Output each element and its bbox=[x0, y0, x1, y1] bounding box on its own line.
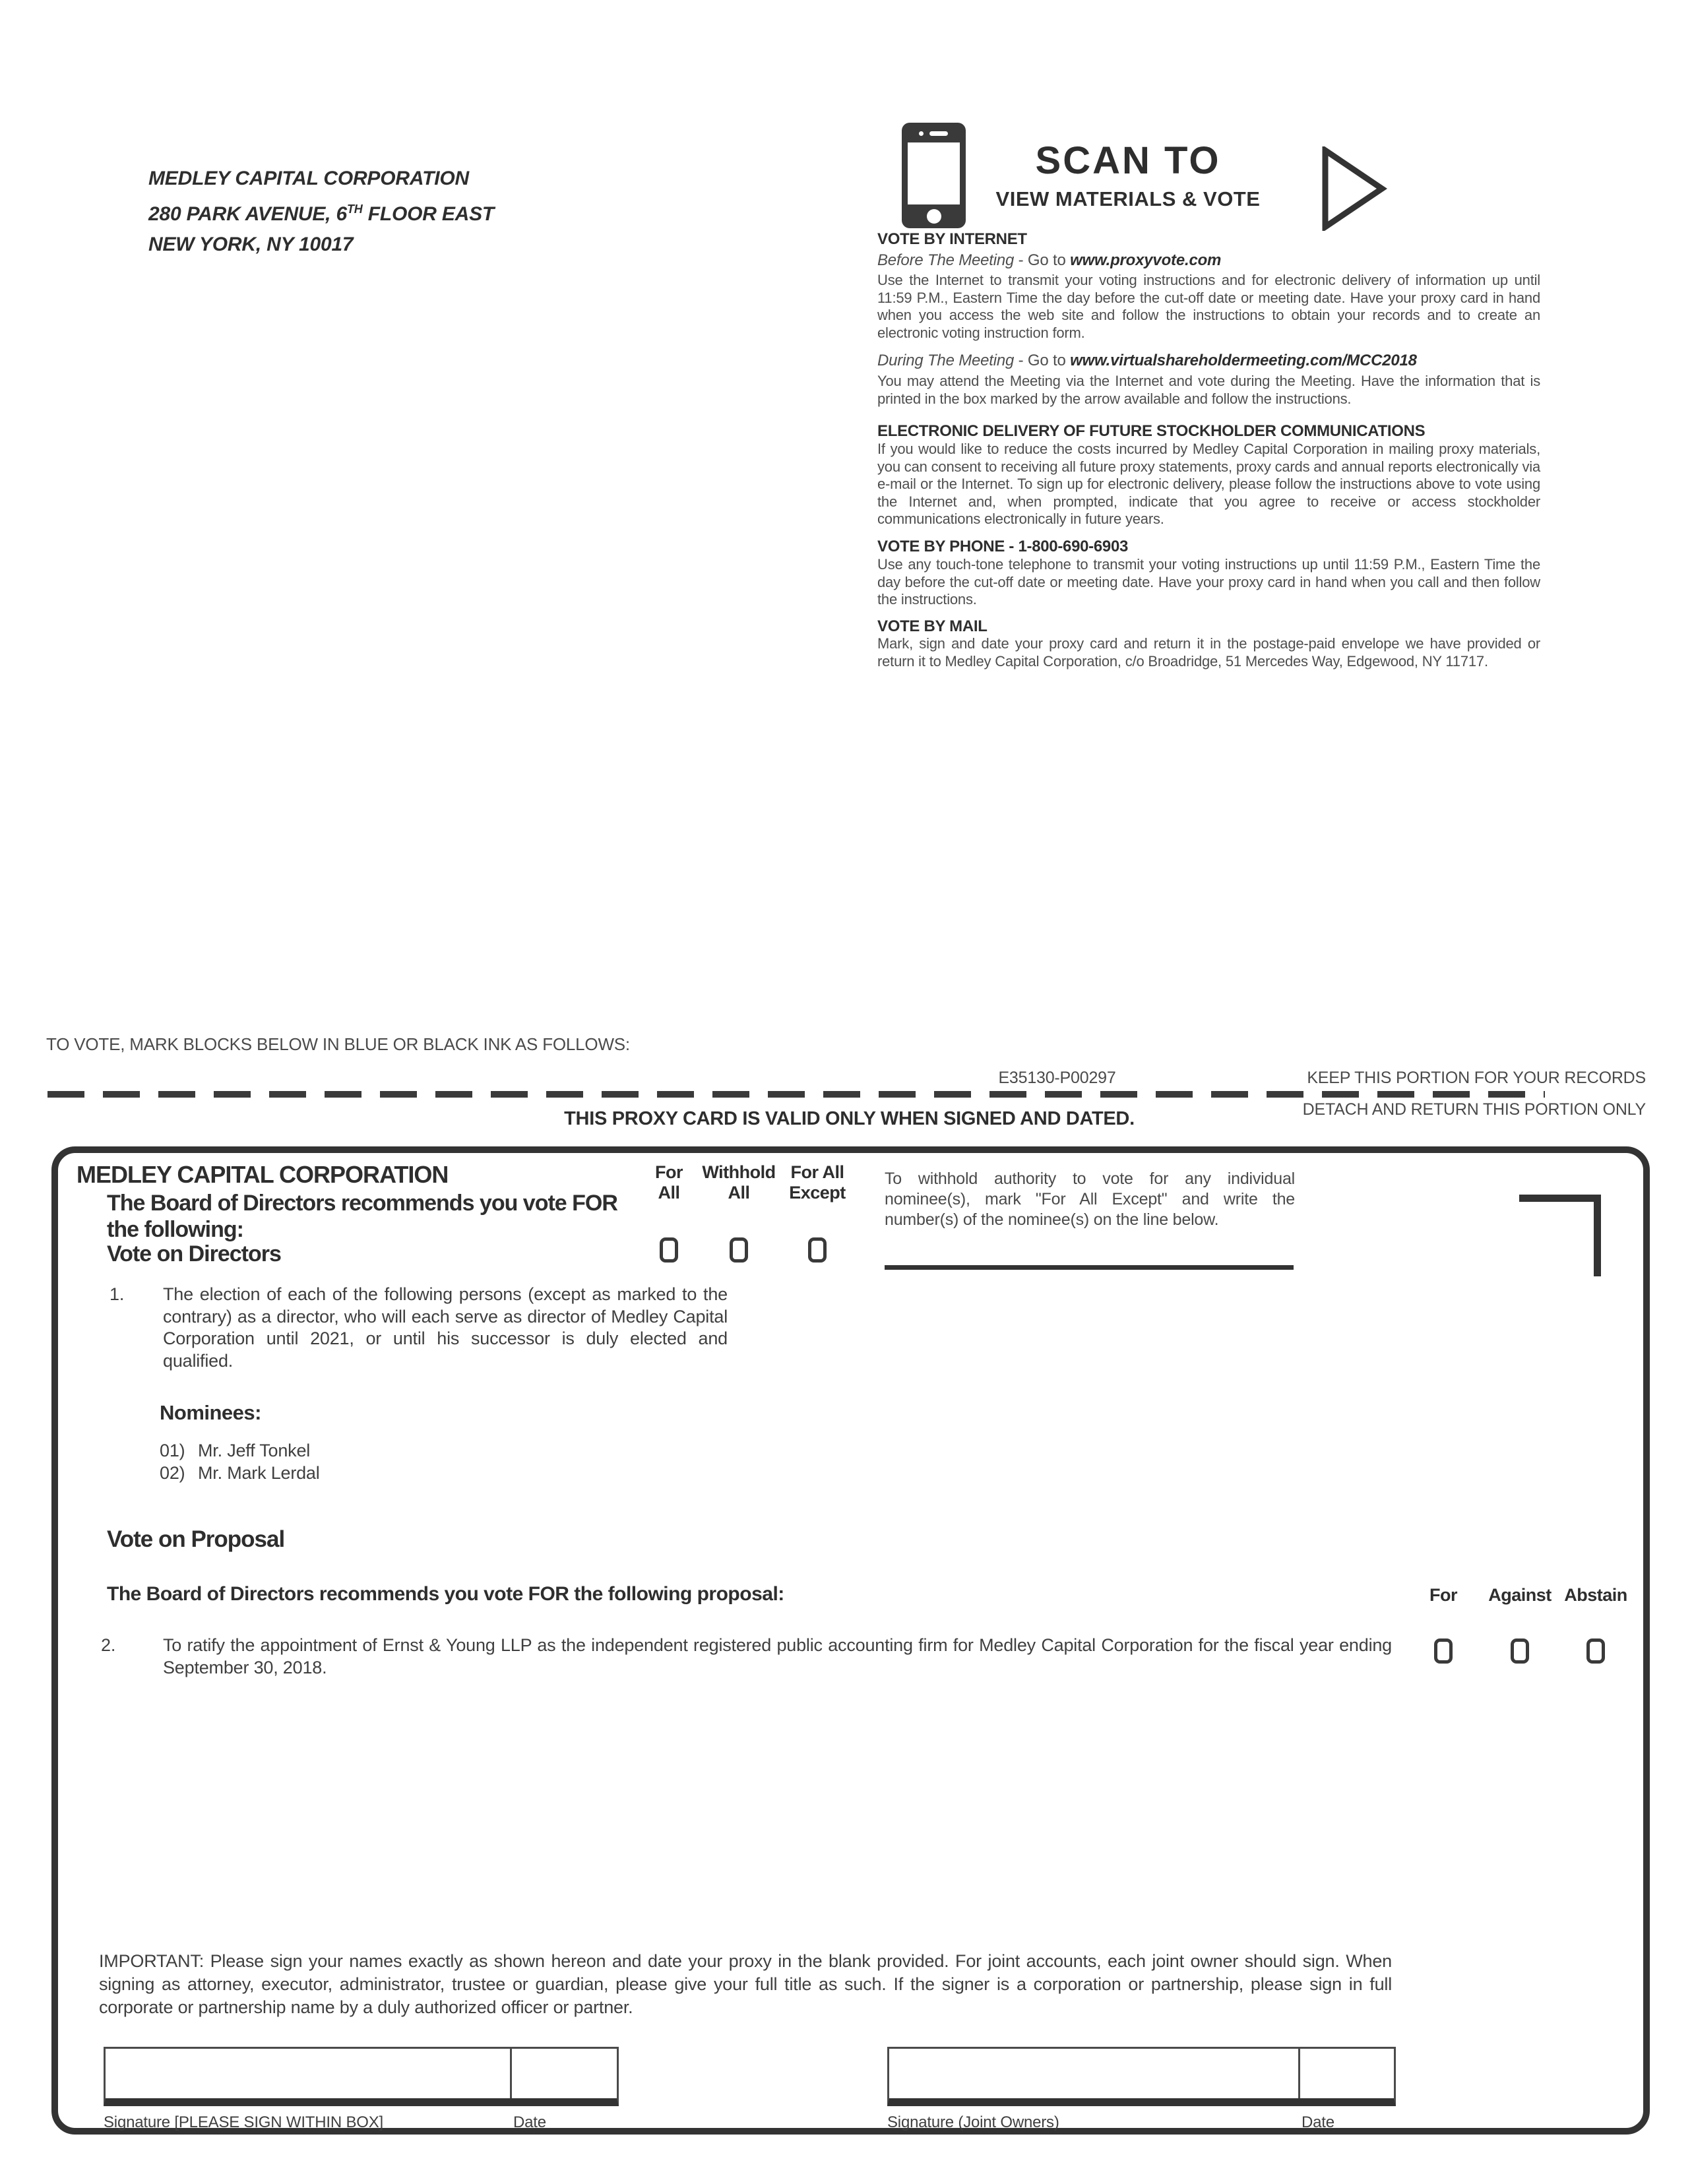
card-company-title: MEDLEY CAPITAL CORPORATION bbox=[77, 1161, 449, 1188]
signature-2-date-label: Date bbox=[1302, 2113, 1334, 2131]
proposal-recommendation: The Board of Directors recommends you vote FOR the following proposal: bbox=[107, 1583, 784, 1605]
column-header-for-all: For All bbox=[655, 1162, 683, 1202]
control-number: E35130-P00297 bbox=[998, 1069, 1116, 1087]
perforation-dashed-line bbox=[47, 1091, 1545, 1098]
arrow-triangle-icon bbox=[1321, 146, 1387, 231]
signature-1-date-divider bbox=[510, 2049, 512, 2098]
internet-paragraph: Use the Internet to transmit your voting instructions and for electronic delivery of information up until 11:59 P.M., Eastern Time the day before the cut-off date or meeting date. Have your proxy card in hand when you access the web site and follow the instructions to obtain your records and to create an electronic voting instruction form. bbox=[877, 272, 1540, 341]
column-header-against: Against bbox=[1488, 1585, 1552, 1605]
directors-recommendation: The Board of Directors recommends you vote FOR the following: bbox=[107, 1191, 617, 1242]
control-box-corner-bracket-side bbox=[1594, 1195, 1601, 1276]
vote-on-proposal-heading: Vote on Proposal bbox=[107, 1526, 285, 1552]
vote-by-phone-heading: VOTE BY PHONE - 1-800-690-6903 bbox=[877, 538, 1129, 555]
sender-line3: NEW YORK, NY 10017 bbox=[148, 234, 354, 255]
vote-by-mail-heading: VOTE BY MAIL bbox=[877, 617, 988, 635]
item1-number: 1. bbox=[110, 1284, 125, 1304]
edelivery-paragraph: If you would like to reduce the costs incurred by Medley Capital Corporation in mailing proxy materials, you can consent to receiving all future proxy statements, proxy cards and annual reports electronically via e-mail or the Internet. To sign up for electronic delivery, please follow the instructions above to vote using the Internet and, when prompted, indicate that you agree to receive or access stockholder communications electronically in future years. bbox=[877, 441, 1540, 527]
checkbox-for-all-except[interactable] bbox=[808, 1237, 827, 1263]
item2-number: 2. bbox=[101, 1635, 116, 1655]
scan-to-subtitle: VIEW MATERIALS & VOTE bbox=[995, 187, 1261, 210]
important-signing-note: IMPORTANT: Please sign your names exactly as shown hereon and date your proxy in the blank provided. For joint accounts, each joint owner should sign. When signing as attorney, executor, administrator, trustee or guardian, please give your full title as such. If the signer is a corporation or partnership, please sign in full corporate or partnership name by a duly authorized officer or partner. bbox=[99, 1951, 1392, 2017]
item2-text: To ratify the appointment of Ernst & Young LLP as the independent registered public accounting firm for Medley Capital Corporation for the fiscal year ending September 30, 2018. bbox=[163, 1635, 1392, 1677]
column-header-abstain: Abstain bbox=[1564, 1585, 1627, 1605]
nominee-2-name: Mr. Mark Lerdal bbox=[198, 1463, 320, 1483]
valid-when-signed-label: THIS PROXY CARD IS VALID ONLY WHEN SIGNED AND DATED. bbox=[564, 1108, 1135, 1129]
column-header-withhold-all: Withhold All bbox=[702, 1162, 776, 1202]
signature-1-date-label: Date bbox=[513, 2113, 546, 2131]
signature-box-2[interactable] bbox=[887, 2047, 1396, 2106]
virtual-meeting-url: www.virtualshareholdermeeting.com/MCC2018 bbox=[1070, 352, 1417, 369]
item1-text: The election of each of the following persons (except as marked to the contrary) as a director, who will each serve as director of Medley Capital Corporation until 2021, or until his successor is duly elected and qualified. bbox=[163, 1284, 728, 1371]
nominees-heading: Nominees: bbox=[160, 1401, 261, 1424]
checkbox-for-all[interactable] bbox=[660, 1237, 678, 1263]
smartphone-icon bbox=[902, 123, 966, 228]
nominee-1-name: Mr. Jeff Tonkel bbox=[198, 1441, 311, 1460]
nominee-row-1: 01) Mr. Jeff Tonkel bbox=[160, 1441, 311, 1460]
meeting-attend-paragraph: You may attend the Meeting via the Internet and vote during the Meeting. Have the information that is printed in the box marked by the arrow available and follow the instructions. bbox=[877, 373, 1540, 407]
vote-on-directors-heading: Vote on Directors bbox=[107, 1241, 281, 1266]
control-box-corner-bracket-top bbox=[1519, 1195, 1601, 1202]
checkbox-proposal-against[interactable] bbox=[1511, 1638, 1529, 1664]
withhold-instruction-note: To withhold authority to vote for any individual nominee(s), mark "For All Except" and write the number(s) of the nominee(s) on the line below. bbox=[885, 1170, 1295, 1229]
proxyvote-url: www.proxyvote.com bbox=[1070, 251, 1222, 269]
column-header-for-all-except: For All Except bbox=[789, 1162, 846, 1202]
signature-2-label: Signature (Joint Owners) bbox=[887, 2113, 1059, 2131]
mail-paragraph: Mark, sign and date your proxy card and return it in the postage-paid envelope we have provided or return it to Medley Capital Corporation, c/o Broadridge, 51 Mercedes Way, Edgewood, NY 11717. bbox=[877, 635, 1540, 670]
checkbox-withhold-all[interactable] bbox=[730, 1237, 748, 1263]
proxy-voting-card bbox=[51, 1146, 1650, 2135]
vote-by-internet-heading: VOTE BY INTERNET bbox=[877, 230, 1027, 248]
phone-paragraph: Use any touch-tone telephone to transmit your voting instructions up until 11:59 P.M., Eastern Time the day before the cut-off date or meeting date. Have your proxy card in hand when you call and then follow the instructions. bbox=[877, 556, 1540, 608]
edelivery-heading: ELECTRONIC DELIVERY OF FUTURE STOCKHOLDER COMMUNICATIONS bbox=[877, 422, 1426, 440]
keep-portion-label: KEEP THIS PORTION FOR YOUR RECORDS bbox=[1307, 1069, 1646, 1087]
detach-portion-label: DETACH AND RETURN THIS PORTION ONLY bbox=[1302, 1100, 1646, 1119]
before-meeting-line: Before The Meeting - Go to www.proxyvote.com bbox=[877, 251, 1222, 269]
nominee-row-2: 02) Mr. Mark Lerdal bbox=[160, 1463, 320, 1483]
column-header-for: For bbox=[1429, 1585, 1457, 1605]
sender-line2: 280 PARK AVENUE, 6TH FLOOR EAST bbox=[148, 203, 495, 225]
signature-box-1[interactable] bbox=[104, 2047, 619, 2106]
scan-to-title: SCAN TO bbox=[1035, 139, 1221, 182]
sender-line1: MEDLEY CAPITAL CORPORATION bbox=[148, 168, 469, 189]
signature-2-date-divider bbox=[1298, 2049, 1300, 2098]
sender-address bbox=[148, 164, 494, 260]
checkbox-proposal-abstain[interactable] bbox=[1586, 1638, 1605, 1664]
checkbox-proposal-for[interactable] bbox=[1434, 1638, 1453, 1664]
for-all-except-write-in-line[interactable] bbox=[885, 1265, 1294, 1270]
mark-blocks-instruction: TO VOTE, MARK BLOCKS BELOW IN BLUE OR BLACK INK AS FOLLOWS: bbox=[46, 1034, 630, 1054]
signature-1-label: Signature [PLEASE SIGN WITHIN BOX] bbox=[104, 2113, 384, 2131]
during-meeting-line: During The Meeting - Go to www.virtualshareholdermeeting.com/MCC2018 bbox=[877, 352, 1417, 369]
